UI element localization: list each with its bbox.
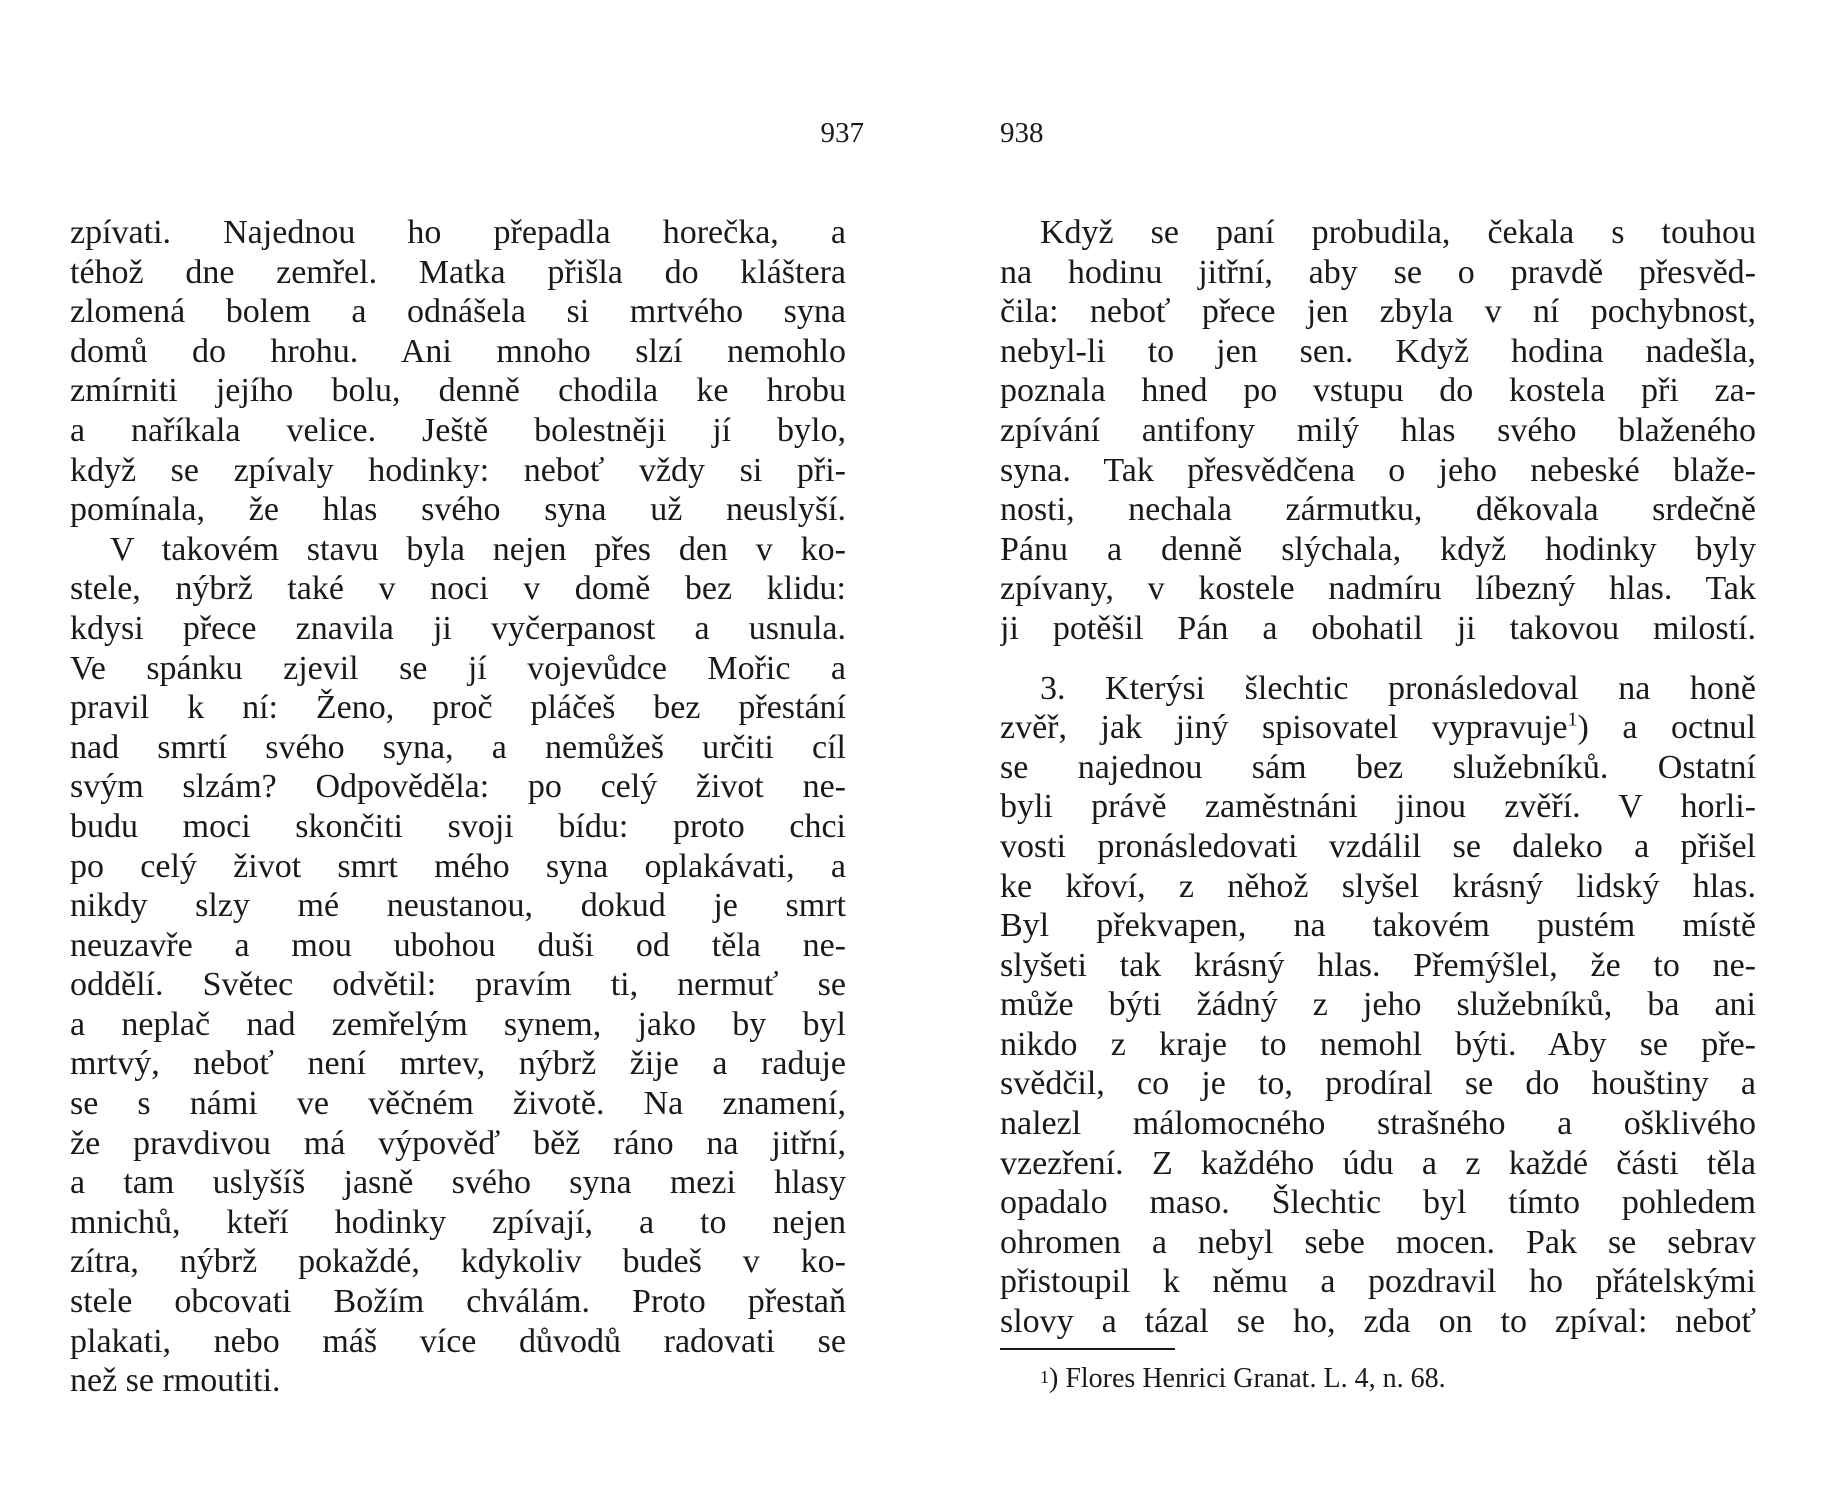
text-line-part: zvěř, jak jiný spisovatel vypravuje [1000,709,1568,747]
text-line: ke křoví, z něhož slyšel krásný lidský hlas. [1000,867,1756,905]
text-line: syna. Tak přesvědčena o jeho nebeské blaže- [1000,451,1756,489]
text-line: plakati, nebo máš více důvodů radovati se [70,1322,846,1360]
text-line: mnichů, kteří hodinky zpívají, a to nejen [70,1203,846,1241]
footnote [1040,1362,1446,1396]
footnote-text: ) Flores Henrici Granat. L. 4, n. 68. [1049,1363,1446,1394]
text-line: než se rmoutiti. [70,1362,281,1400]
text-line: zpívany, v kostele nadmíru líbezný hlas. Tak [1000,570,1756,608]
text-line: na hodinu jitřní, aby se o pravdě přesvěd- [1000,253,1756,291]
text-line-with-footnote-ref [1000,708,1756,748]
text-line: vosti pronásledovati vzdálil se daleko a přišel [1000,827,1756,865]
text-line: nikdo z kraje to nemohl býti. Aby se pře- [1000,1025,1756,1063]
text-line: po celý život smrt mého syna oplakávati, a [70,847,846,885]
text-line: se s námi ve věčném životě. Na znamení, [70,1085,846,1123]
text-line: zmírniti jejího bolu, denně chodila ke hrobu [70,372,846,410]
text-line: stele obcovati Božím chválám. Proto přestaň [70,1283,846,1321]
text-line: oddělí. Světec odvětil: pravím ti, nermuť se [70,966,846,1004]
left-text-column [70,213,846,1401]
text-line: slovy a tázal se ho, zda on to zpíval: neboť [1000,1303,1756,1341]
text-line: nebyl-li to jen sen. Když hodina nadešla, [1000,332,1756,370]
text-line: opadalo maso. Šlechtic byl tímto pohledem [1000,1184,1756,1222]
text-line: pravil k ní: Ženo, proč pláčeš bez přestání [70,689,846,727]
footnote-divider [1000,1348,1175,1350]
text-line: nalezl málomocného strašného a ošklivého [1000,1105,1756,1143]
text-line: svědčil, co je to, prodíral se do houštiny a [1000,1065,1756,1103]
text-line: se najednou sám bez služebníků. Ostatní [1000,748,1756,786]
text-line: V takovém stavu byla nejen přes den v ko- [110,530,846,568]
text-line: přistoupil k němu a pozdravil ho přátelskými [1000,1263,1756,1301]
text-line: zlomená bolem a odnášela si mrtvého syna [70,293,846,331]
text-line: Když se paní probudila, čekala s touhou [1040,214,1756,251]
text-line: stele, nýbrž také v noci v domě bez klidu: [70,570,846,608]
text-line: neuzavře a mou ubohou duši od těla ne- [70,926,846,964]
text-line: když se zpívaly hodinky: neboť vždy si při- [70,451,846,489]
text-line: ohromen a nebyl sebe mocen. Pak se sebrav [1000,1223,1756,1261]
page-number-left: 937 [820,117,864,149]
text-line: domů do hrohu. Ani mnoho slzí nemohlo [70,332,846,370]
text-line: budu moci skončiti svoji bídu: proto chci [70,807,846,845]
footnote-mark: 1 [1040,1367,1049,1387]
text-line: slyšeti tak krásný hlas. Přemýšlel, že to ne- [1000,946,1756,984]
text-line: nikdy slzy mé neustanou, dokud je smrt [70,887,846,925]
text-line: zpívati. Najednou ho přepadla horečka, a [70,214,846,251]
text-line-part: ) a octnul [1577,709,1756,747]
text-line: ji potěšil Pán a obohatil ji takovou milostí. [1000,609,1756,647]
text-line: a neplač nad zemřelým synem, jako by byl [70,1005,846,1043]
page-number-right: 938 [1000,117,1044,149]
text-line: byli právě zaměstnáni jinou zvěří. V horli- [1000,788,1756,826]
text-line: čila: neboť přece jen zbyla v ní pochybnost, [1000,293,1756,331]
text-line: nad smrtí svého syna, a nemůžeš určiti cíl [70,728,846,766]
text-line: pomínala, že hlas svého syna už neuslyší. [70,491,846,529]
paragraph-gap [1000,649,1756,669]
text-line: 3. Kterýsi šlechtic pronásledoval na honě [1040,669,1756,707]
text-line: Ve spánku zjevil se jí vojevůdce Mořic a [70,649,846,687]
text-line: nosti, nechala zármutku, děkovala srdečně [1000,491,1756,529]
footnote-reference: 1 [1567,708,1578,731]
text-line: svým slzám? Odpověděla: po celý život ne- [70,768,846,806]
text-line: Pánu a denně slýchala, když hodinky byly [1000,530,1756,568]
text-line: a tam uslyšíš jasně svého syna mezi hlasy [70,1164,846,1202]
text-line: že pravdivou má výpověď běž ráno na jitřní, [70,1124,846,1162]
text-line: poznala hned po vstupu do kostela při za- [1000,372,1756,410]
text-line: Byl překvapen, na takovém pustém místě [1000,907,1756,945]
text-line: a naříkala velice. Ještě bolestněji jí bylo, [70,411,846,449]
text-line: může býti žádný z jeho služebníků, ba ani [1000,986,1756,1024]
text-line: mrtvý, neboť není mrtev, nýbrž žije a raduje [70,1045,846,1083]
right-text-column [1000,213,1756,1342]
text-line: téhož dne zemřel. Matka přišla do kláštera [70,253,846,291]
text-line: zpívání antifony milý hlas svého blaženého [1000,411,1756,449]
text-line: vzezření. Z každého údu a z každé části těla [1000,1144,1756,1182]
text-line: kdysi přece znavila ji vyčerpanost a usnula. [70,609,846,647]
text-line: zítra, nýbrž pokaždé, kdykoliv budeš v ko- [70,1243,846,1281]
